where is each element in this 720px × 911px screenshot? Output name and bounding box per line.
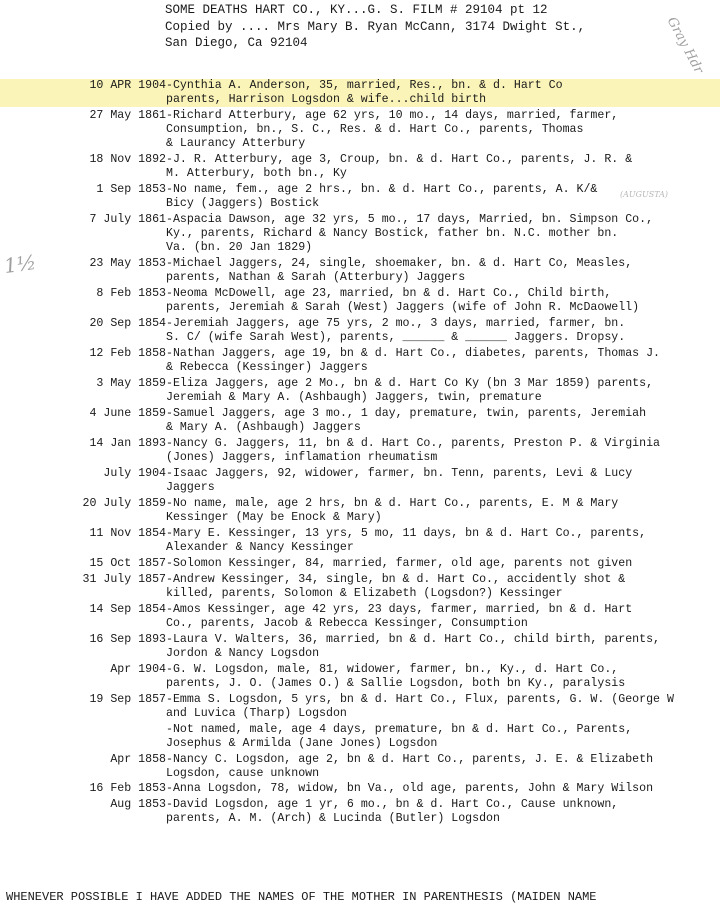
record-first-line xyxy=(0,603,720,617)
record-date: 7 July 1861 xyxy=(89,213,166,227)
record-text: Samuel Jaggers, age 3 mo., 1 day, premature, twin, parents, Jeremiah xyxy=(172,407,647,421)
record-dash: - xyxy=(166,467,173,480)
record-date: 3 May 1859 xyxy=(96,377,166,391)
record-text: Solomon Kessinger, 84, married, farmer, old age, parents not given xyxy=(172,556,633,570)
record-text: Aspacia Dawson, age 32 yrs, 5 mo., 17 days, Married, bn. Simpson Co., xyxy=(172,213,654,227)
record-text: parents, A. M. (Arch) & Lucinda (Butler) Logsdon xyxy=(166,812,500,826)
record-text: J. R. Atterbury, age 3, Croup, bn. & d. Hart Co., parents, J. R. & xyxy=(172,153,633,167)
death-record xyxy=(0,603,720,631)
record-date: 15 Oct 1857 xyxy=(89,556,166,570)
record-first-line xyxy=(0,633,720,647)
death-record xyxy=(0,497,720,525)
record-dash: - xyxy=(166,662,173,676)
record-first-line xyxy=(0,153,720,167)
record-continuation-line xyxy=(0,241,720,255)
record-dash: - xyxy=(166,257,173,271)
record-text: G. W. Logsdon, male, 81, widower, farmer, bn., Ky., d. Hart Co., xyxy=(172,662,619,676)
record-text: Co., parents, Jacob & Rebecca Kessinger, Consumption xyxy=(166,616,528,630)
record-dash: - xyxy=(166,526,173,540)
record-continuation-line xyxy=(0,451,720,465)
record-text: parents, Harrison Logsdon & wife...child birth xyxy=(166,93,487,107)
record-date: 14 Jan 1893 xyxy=(89,437,166,451)
record-dash: - xyxy=(166,108,173,122)
record-text: Richard Atterbury, age 62 yrs, 10 mo., 14 days, married, farmer, xyxy=(172,108,619,122)
record-first-line xyxy=(0,557,720,571)
death-record xyxy=(0,257,720,285)
record-first-line xyxy=(0,693,720,707)
record-text: Alexander & Nancy Kessinger xyxy=(166,541,354,555)
record-continuation-line xyxy=(0,481,720,495)
record-date: Apr 1858 xyxy=(110,752,166,766)
record-date: 27 May 1861 xyxy=(89,108,166,122)
record-date: 12 Feb 1858 xyxy=(89,347,166,361)
record-text: Emma S. Logsdon, 5 yrs, bn & d. Hart Co., Flux, parents, G. W. (George W xyxy=(172,692,674,706)
handwritten-note-left: 1½ xyxy=(2,249,38,279)
record-continuation-line xyxy=(0,812,720,826)
record-dash: - xyxy=(166,782,173,796)
record-first-line xyxy=(0,782,720,796)
record-first-line xyxy=(0,213,720,227)
record-date: Aug 1853 xyxy=(110,798,166,812)
record-text: Va. (bn. 20 Jan 1829) xyxy=(166,241,313,255)
record-date: 11 Nov 1854 xyxy=(89,526,166,540)
record-continuation-line xyxy=(0,647,720,661)
record-text: Michael Jaggers, 24, single, shoemaker, bn. & d. Hart Co, Measles, xyxy=(172,257,633,271)
record-first-line xyxy=(0,317,720,331)
record-continuation-line xyxy=(0,541,720,555)
record-text: No name, fem., age 2 hrs., bn. & d. Hart Co., parents, A. K/& xyxy=(172,183,598,197)
record-text: & Mary A. (Ashbaugh) Jaggers xyxy=(166,421,361,435)
record-continuation-line xyxy=(0,301,720,315)
death-record xyxy=(0,782,720,796)
record-text: David Logsdon, age 1 yr, 6 mo., bn & d. Hart Co., Cause unknown, xyxy=(172,798,619,812)
record-continuation-line xyxy=(0,707,720,721)
record-text: Logsdon, cause unknown xyxy=(166,766,320,780)
record-text: Jeremiah Jaggers, age 75 yrs, 2 mo., 3 days, married, farmer, bn. xyxy=(172,317,626,331)
record-text: Andrew Kessinger, 34, single, bn & d. Hart Co., accidently shot & xyxy=(172,572,626,586)
record-dash: - xyxy=(166,213,173,227)
record-continuation-line xyxy=(0,617,720,631)
header-title: SOME DEATHS HART CO., KY...G. S. FILM # 29104 pt 12 xyxy=(165,3,548,17)
record-dash: - xyxy=(166,496,173,510)
record-dash: - xyxy=(166,692,173,706)
death-record xyxy=(0,79,720,107)
record-first-line xyxy=(0,527,720,541)
record-continuation-line xyxy=(0,391,720,405)
record-text: parents, Nathan & Sarah (Atterbury) Jaggers xyxy=(166,271,466,285)
record-text: Isaac Jaggers, 92, widower, farmer, bn. Tenn, parents, Levi & Lucy xyxy=(172,467,633,480)
death-record xyxy=(0,183,720,211)
record-dash: - xyxy=(166,556,173,570)
record-dash: - xyxy=(166,437,173,451)
footer-note: WHENEVER POSSIBLE I HAVE ADDED THE NAMES OF THE MOTHER IN PARENTHESIS (MAIDEN NAME xyxy=(6,890,597,904)
death-record xyxy=(0,437,720,465)
record-first-line xyxy=(0,798,720,812)
death-record xyxy=(0,753,720,781)
record-date: 23 May 1853 xyxy=(89,257,166,271)
record-dash: - xyxy=(166,602,173,616)
record-text: parents, J. O. (James O.) & Sallie Logsdon, both bn Ky., paralysis xyxy=(166,676,626,690)
record-continuation-line xyxy=(0,767,720,781)
record-text: Not named, male, age 4 days, premature, bn & d. Hart Co., Parents, xyxy=(172,722,633,736)
record-text: & Rebecca (Kessinger) Jaggers xyxy=(166,361,368,375)
record-continuation-line xyxy=(0,587,720,601)
record-text: Neoma McDowell, age 23, married, bn & d. Hart Co., Child birth, xyxy=(172,287,612,301)
record-text: (Jones) Jaggers, inflamation rheumatism xyxy=(166,451,438,465)
record-first-line xyxy=(0,183,720,197)
record-continuation-line xyxy=(0,227,720,241)
record-continuation-line xyxy=(0,737,720,751)
record-continuation-line xyxy=(0,93,720,107)
record-text: Anna Logsdon, 78, widow, bn Va., old age, parents, John & Mary Wilson xyxy=(172,782,654,796)
record-dash: - xyxy=(166,79,173,92)
death-record xyxy=(0,347,720,375)
record-date: 14 Sep 1854 xyxy=(89,602,166,616)
record-first-line xyxy=(0,377,720,391)
record-text: Nathan Jaggers, age 19, bn & d. Hart Co., diabetes, parents, Thomas J. xyxy=(172,347,660,361)
record-first-line xyxy=(0,437,720,451)
record-date: 31 July 1857 xyxy=(82,572,166,586)
record-dash: - xyxy=(166,407,173,421)
record-dash: - xyxy=(166,287,173,301)
record-dash: - xyxy=(166,722,173,736)
record-text: Jaggers xyxy=(166,481,215,495)
record-first-line xyxy=(0,79,720,93)
record-first-line xyxy=(0,497,720,511)
death-record xyxy=(0,798,720,826)
record-continuation-line xyxy=(0,271,720,285)
document-header xyxy=(165,2,585,52)
record-text: S. C/ (wife Sarah West), parents, ______ & ______ Jaggers. Dropsy. xyxy=(166,331,626,345)
record-first-line xyxy=(0,663,720,677)
death-record xyxy=(0,287,720,315)
record-first-line xyxy=(0,407,720,421)
record-first-line xyxy=(0,109,720,123)
record-dash: - xyxy=(166,632,173,646)
death-record xyxy=(0,723,720,751)
record-dash: - xyxy=(166,377,173,391)
record-date: 20 Sep 1854 xyxy=(89,317,166,331)
record-date: 18 Nov 1892 xyxy=(89,153,166,167)
record-continuation-line xyxy=(0,331,720,345)
record-text: Amos Kessinger, age 42 yrs, 23 days, farmer, married, bn & d. Hart xyxy=(172,602,633,616)
record-continuation-line xyxy=(0,197,720,211)
record-text: Bicy (Jaggers) Bostick xyxy=(166,197,320,211)
record-continuation-line xyxy=(0,677,720,691)
record-date: 10 APR 1904 xyxy=(89,79,166,92)
record-text: Nancy C. Logsdon, age 2, bn & d. Hart Co., parents, J. E. & Elizabeth xyxy=(172,752,654,766)
record-date: July 1904 xyxy=(103,467,166,480)
record-date: 16 Feb 1853 xyxy=(89,782,166,796)
record-text: Jordon & Nancy Logsdon xyxy=(166,646,320,660)
record-date: 16 Sep 1893 xyxy=(89,632,166,646)
record-continuation-line xyxy=(0,511,720,525)
handwritten-note-top-right: Gray Hdr xyxy=(664,14,707,77)
record-text: Kessinger (May be Enock & Mary) xyxy=(166,511,382,525)
record-continuation-line xyxy=(0,137,720,151)
record-text: Josephus & Armilda (Jane Jones) Logsdon xyxy=(166,736,438,750)
record-first-line xyxy=(0,753,720,767)
record-text: M. Atterbury, both bn., Ky xyxy=(166,167,347,181)
record-dash: - xyxy=(166,347,173,361)
record-dash: - xyxy=(166,798,173,812)
record-continuation-line xyxy=(0,361,720,375)
record-text: killed, parents, Solomon & Elizabeth (Logsdon?) Kessinger xyxy=(166,586,563,600)
death-record xyxy=(0,467,720,495)
death-record xyxy=(0,109,720,152)
record-first-line xyxy=(0,347,720,361)
death-record xyxy=(0,633,720,661)
record-text: Ky., parents, Richard & Nancy Bostick, father bn. N.C. mother bn. xyxy=(166,227,619,241)
record-text: & Laurancy Atterbury xyxy=(166,137,306,151)
record-text: Cynthia A. Anderson, 35, married, Res., bn. & d. Hart Co xyxy=(172,79,563,92)
record-dash: - xyxy=(166,572,173,586)
death-record xyxy=(0,527,720,555)
record-first-line xyxy=(0,257,720,271)
record-dash: - xyxy=(166,153,173,167)
record-text: Laura V. Walters, 36, married, bn & d. Hart Co., child birth, parents, xyxy=(172,632,660,646)
header-address: San Diego, Ca 92104 xyxy=(165,36,308,50)
death-record xyxy=(0,663,720,691)
record-continuation-line xyxy=(0,123,720,137)
record-continuation-line xyxy=(0,421,720,435)
death-records-list xyxy=(0,79,720,828)
record-text: Eliza Jaggers, age 2 Mo., bn & d. Hart Co Ky (bn 3 Mar 1859) parents, xyxy=(172,377,654,391)
record-first-line xyxy=(0,467,720,481)
death-record xyxy=(0,377,720,405)
record-first-line xyxy=(0,573,720,587)
record-date: 8 Feb 1853 xyxy=(96,287,166,301)
death-record xyxy=(0,407,720,435)
record-text: Jeremiah & Mary A. (Ashbaugh) Jaggers, twin, premature xyxy=(166,391,542,405)
record-dash: - xyxy=(166,752,173,766)
record-first-line xyxy=(0,723,720,737)
handwritten-note-side: (AUGUSTA) xyxy=(620,190,669,199)
record-dash: - xyxy=(166,183,173,197)
record-date: Apr 1904 xyxy=(110,662,166,676)
record-date: 19 Sep 1857 xyxy=(89,692,166,706)
record-dash: - xyxy=(166,317,173,331)
record-text: Nancy G. Jaggers, 11, bn & d. Hart Co., parents, Preston P. & Virginia xyxy=(172,437,660,451)
record-date: 20 July 1859 xyxy=(82,496,166,510)
record-text: No name, male, age 2 hrs, bn & d. Hart Co., parents, E. M & Mary xyxy=(172,496,619,510)
record-text: and Luvica (Tharp) Logsdon xyxy=(166,706,347,720)
record-continuation-line xyxy=(0,167,720,181)
header-copied-by: Copied by .... Mrs Mary B. Ryan McCann, 3174 Dwight St., xyxy=(165,19,586,34)
death-record xyxy=(0,153,720,181)
death-record xyxy=(0,213,720,256)
death-record xyxy=(0,317,720,345)
death-record xyxy=(0,693,720,721)
record-first-line xyxy=(0,287,720,301)
death-record xyxy=(0,557,720,571)
record-text: Mary E. Kessinger, 13 yrs, 5 mo, 11 days, bn & d. Hart Co., parents, xyxy=(172,526,647,540)
record-date: 1 Sep 1853 xyxy=(96,183,166,197)
record-text: Consumption, bn., S. C., Res. & d. Hart Co., parents, Thomas xyxy=(166,123,584,137)
death-record xyxy=(0,573,720,601)
record-text: parents, Jeremiah & Sarah (West) Jaggers (wife of John R. McDaowell) xyxy=(166,301,640,315)
record-date: 4 June 1859 xyxy=(89,407,166,421)
